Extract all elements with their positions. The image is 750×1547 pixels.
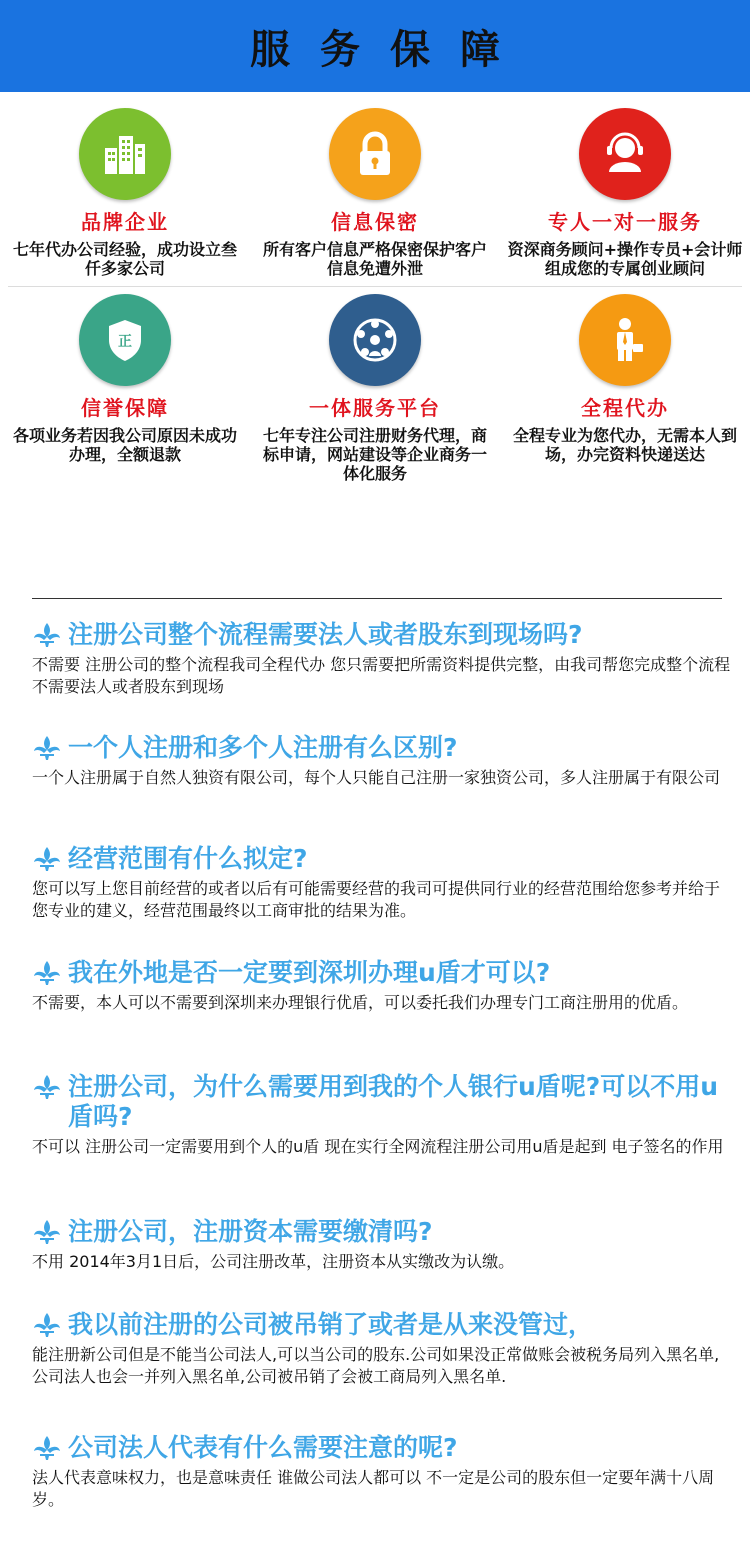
card-title: 一体服务平台: [309, 396, 441, 420]
header-banner: [0, 0, 750, 92]
fleur-de-lis-icon: [32, 1072, 68, 1102]
feature-card-dedicated: [500, 108, 750, 278]
faq-item: [32, 844, 732, 922]
feature-card-platform: [250, 294, 500, 483]
question-text: 注册公司，注册资本需要缴清吗?: [68, 1217, 433, 1246]
section-divider: [32, 598, 722, 599]
card-description: 七年代办公司经验，成功设立叁仟多家公司: [12, 240, 237, 278]
network-people-icon: [329, 294, 421, 386]
fleur-de-lis-icon: [32, 733, 68, 763]
fleur-de-lis-icon: [32, 1217, 68, 1247]
card-description: 全程专业为您代办，无需本人到场，办完资料快递送达: [512, 426, 737, 464]
question-text: 注册公司，为什么需要用到我的个人银行u盾呢?可以不用u盾吗?: [68, 1072, 719, 1131]
page-title: 服务保障: [250, 26, 530, 73]
question-text: 我在外地是否一定要到深圳办理u盾才可以?: [68, 958, 551, 987]
svg-text:正: 正: [118, 334, 132, 350]
card-title: 专人一对一服务: [548, 210, 702, 234]
faq-item: [32, 1433, 732, 1511]
businessman-icon: [579, 294, 671, 386]
card-description: 所有客户信息严格保密保护客户信息免遭外泄: [262, 240, 487, 278]
card-title: 信息保密: [331, 210, 419, 234]
faq-item: [32, 1072, 732, 1158]
card-title: 全程代办: [581, 396, 669, 420]
faq-item: [32, 958, 732, 1014]
question-text: 公司法人代表有什么需要注意的呢?: [68, 1433, 458, 1462]
faq-question: [32, 1217, 732, 1247]
faq-answer: 不用 2014年3月1日后，公司注册改革，注册资本从实缴改为认缴。: [32, 1252, 515, 1271]
headset-agent-icon: [579, 108, 671, 200]
feature-card-fullservice: [500, 294, 750, 464]
faq-question: [32, 844, 732, 874]
building-icon: [79, 108, 171, 200]
faq-answer: 一个人注册属于自然人独资有限公司，每个人只能自己注册一家独资公司，多人注册属于有限公司: [32, 768, 721, 787]
card-description: 七年专注公司注册财务代理，商标申请，网站建设等企业商务一体化服务: [262, 426, 487, 483]
faq-answer: 您可以写上您目前经营的或者以后有可能需要经营的我司可提供同行业的经营范围给您参考并给于您专业的建义，经营范围最终以工商审批的结果为准。: [32, 879, 721, 920]
fleur-de-lis-icon: [32, 844, 68, 874]
card-description: 各项业务若因我公司原因未成功办理，全额退款: [12, 426, 237, 464]
question-text: 经营范围有什么拟定?: [68, 844, 308, 873]
faq-question: [32, 1310, 732, 1340]
padlock-icon: [329, 108, 421, 200]
faq-question: [32, 1072, 732, 1132]
faq-item: [32, 733, 732, 789]
card-title: 信誉保障: [81, 396, 169, 420]
row-divider: [8, 286, 742, 287]
question-text: 注册公司整个流程需要法人或者股东到现场吗?: [68, 620, 583, 649]
faq-question: [32, 733, 732, 763]
feature-card-privacy: [250, 108, 500, 278]
faq-answer: 不需要，本人可以不需要到深圳来办理银行优盾，可以委托我们办理专门工商注册用的优盾。: [32, 993, 689, 1012]
shield-icon: [79, 294, 171, 386]
fleur-de-lis-icon: [32, 1310, 68, 1340]
faq-answer: 能注册新公司但是不能当公司法人,可以当公司的股东.公司如果没正常做账会被税务局列入黑名单,公司法人也会一并列入黑名单,公司被吊销了会被工商局列入黑名单.: [32, 1345, 720, 1386]
faq-question: [32, 620, 732, 650]
faq-item: [32, 620, 732, 698]
faq-item: [32, 1310, 732, 1388]
card-title: 品牌企业: [81, 210, 169, 234]
faq-answer: 不可以 注册公司一定需要用到个人的u盾 现在实行全网流程注册公司用u盾是起到 电子签名的作用: [32, 1137, 724, 1156]
faq-question: [32, 1433, 732, 1463]
card-description: 资深商务顾问+操作专员+会计师组成您的专属创业顾问: [507, 240, 743, 278]
faq-answer: 不需要 注册公司的整个流程我司全程代办 您只需要把所需资料提供完整，由我司帮您完成整个流程 不需要法人或者股东到现场: [32, 655, 731, 696]
question-text: 一个人注册和多个人注册有么区别?: [68, 733, 458, 762]
fleur-de-lis-icon: [32, 958, 68, 988]
fleur-de-lis-icon: [32, 620, 68, 650]
fleur-de-lis-icon: [32, 1433, 68, 1463]
feature-card-credit: [0, 294, 250, 464]
question-text: 我以前注册的公司被吊销了或者是从来没管过，: [68, 1310, 594, 1339]
faq-answer: 法人代表意味权力，也是意味责任 谁做公司法人都可以 不一定是公司的股东但一定要年满十八周岁。: [32, 1468, 715, 1509]
faq-question: [32, 958, 732, 988]
faq-item: [32, 1217, 732, 1273]
feature-card-brand: [0, 108, 250, 278]
